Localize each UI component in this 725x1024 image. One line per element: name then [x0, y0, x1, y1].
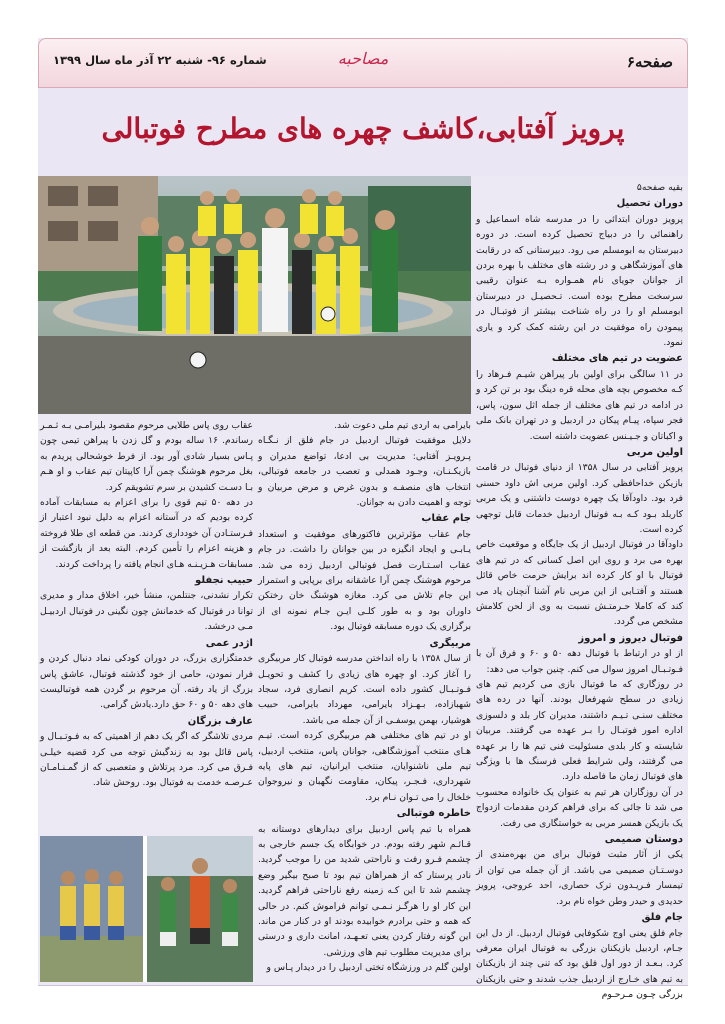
article-column-right	[476, 180, 683, 1001]
subheading: دوستان صمیمی	[604, 834, 683, 846]
paragraph: در آن روزگاران هر تیم به عنوان یک خانواده محسوب می شد تا جائی که برای فراهم کردن مقدمات ازدواج یک بازیکن همسر مربی به خواستگاری می رفت.	[476, 786, 683, 829]
article-column-middle	[258, 418, 471, 982]
subheading: دوران تحصیل	[616, 198, 683, 210]
paragraph: جام عقاب مؤثرترین فاکتورهای موفقیت و استعداد یـابـی و ایجاد انگیزه در بین جوانان را داشت. در جام عقاب اسـتـارت فصل فوتبالی اردبیل زده می شد. مرحوم هوشنگ چمن آرا عاشقانه برای برپایی و استمرار این جام تلاش می کرد. مغازه هوشنگ خان رختکن داوران بود و به طور کلـی ایـن جـام نمونه ای از برگزاری یک دوره مسابقه فوتبال بود.	[258, 528, 471, 633]
paragraph: جام فلق یعنی اوج شکوفایی فوتبال اردبیل. از دل این جـام، اردبیل بازیکنان بزرگی به فوتبال ایران معرفی کرد. بـعـد از دور اول فلق بود که تنی چند از بازیکنان به تیم های خـارج از اردبیل جذب شدند و حتی بازیکنان بزرگی چـون مـرحـوم	[476, 927, 683, 1001]
subheading: حبیب نجفلو	[195, 575, 253, 587]
subheading: فوتبال دیروز و امروز	[578, 632, 683, 644]
article-column-left	[40, 418, 253, 830]
paragraph: از او در ارتباط با فوتبال دهه ۵۰ و ۶۰ و فرق آن با فـوتـبـال امروز سوال می کنم. چنین جواب می دهد:	[476, 648, 683, 675]
paragraph: در روزگاری که ما فوتبال بازی می کردیم تیم های زیادی در سطح شهرفعال بودند. آنها در رده های مختلف سنـی تـیـم داشتند، مدیران کار بلد و دلسوزی اداره امور فوتبـال را بـر عهده می گرفتند. مربیان شایسته و کار بلدی مسئولیت فنی تیم ها را بر عهده می گرفتند، ولی شرایط فعلی فرسنگ ها با ویژگی های فوتبال زمان ما فاصله دارد.	[476, 679, 683, 783]
page-header	[38, 38, 688, 88]
paragraph: همراه با تیم پاس اردبیل برای دیدارهای دوستانه به قـائـم شهر رفته بودم. در خوابگاه یک جسم خارجی به چشمم فـرو رفت و ناراحتی شدید من را موجب گردید. نادر پرستار که از همراهان تیم بود تا صبح بیگیر وضع چشمم شد تا این کـه زمینه رفع ناراحتی فراهم گردید. این کار او را هرگـز نـمـی توانم فراموش کنم. در حالی که همه و حتی برادرم خوابیده بودند او در کنار من ماند. این گونه رفتار کردن یعنی تعـهـد، امانت داری و درستی برای مدیریت مطلوب تیم های ورزشی.	[258, 823, 471, 958]
paragraph: پرویز دوران ابتدائی را در مدرسه شاه اسماعیل و راهنمائی را در دبیاج تحصیل کرده است. در دوره دبیرستان به ابومسلم می رود. دبیرستانی که در رقابت های آموزشگاهی و در رشته های مختلف با بهره بردن از جوانان جویای نام همـواره بـه عنوان رقیبی سرسخت مطرح بوده است. تـحصیـل در دبیرستان ابومسلم او را در راه شناخت بیشتر از فوتبـال در پیمودن راه موفقیت در این رشته کمک کرد و یاری نمود.	[476, 213, 683, 349]
headline: پرویز آفتابی،کاشف چهره های مطرح فوتبالی	[101, 112, 625, 145]
headline-bar	[38, 88, 688, 176]
paragraph: از سال ۱۳۵۸ با راه انداختن مدرسه فوتبال کار مربیگری را آغاز کرد. او چهره های زیادی را کشف و تحویـل فـوتـبـال کشور داده است. کریم انصاری فرد، سجاد شهبازاده، بـهـزاد بایرامی، مهرداد بایرامی، حبیب هوشیار، بهمن یوسفـی از آن جمله می باشد.	[258, 653, 471, 726]
paragraph: مردی تلاشگر که اگر یک دهم از اهمیتی که به فـوتـبـال و پاس قائل بود به زندگیش توجه می کرد قضیه خیلـی فـرق می کرد. مرد پرتلاش و متعصبی که از گمـنـامـان عـرصـه خدمت به فوتبال بود. روحش شاد.	[40, 731, 253, 789]
subheading: مربیگری	[429, 637, 471, 649]
subheading: اژدر عمی	[205, 637, 253, 649]
paragraph: او در تیم های مختلفی هم مربیگری کرده است. تیـم هـای منتخب آموزشگاهی، جوانان پاس، منتخب اردبیل، تیم ملی ناشنوایان، منتخب ایرانیان، تیم های پایه شهرداری، فـجـر، پیکان، مقاومت نگهبان و نیروجوان خلخال را می تـوان نـام برد.	[258, 730, 471, 803]
subheading: عارف بزرگان	[187, 715, 253, 727]
paragraph: خدمتگزاری بزرگ، در دوران کودکی نماد دنبال کردن و فرار نمودن، حامی از خود گذشته فوتبال، عاشق پاس بزرگ از یاد رفته. آن مرحوم بر گردن همه فوتبالیست های دهه ۵۰ و ۶۰ حق دارد.یادش گرامی.	[40, 653, 253, 711]
paragraph: بقیه صفحه۵	[636, 182, 683, 193]
paragraph: داودآقا در فوتبال اردبیل از یک جایگاه و موقعیت خاص بهره می برد و روی این اصل کسانی که در تیم های فوتبال با او کار کرده اند برایش حرمت خاص قائل هستند و آفتـابی از این مربی نام آشنا آنچنان یاد می کند که کاملا حـرمتـش نسبت به وی از لحن کلامش مشخص می گردد.	[476, 539, 683, 628]
paragraph: در ۱۱ سالگی برای اولین بار پیراهن شیـم فـرهاد را کـه مخصوص بچه های محله قره دینگ بود بر تن کرد و در ادامه در تیم های مختلف از جمله اثل سون، پاس، فجر سپاه، پیـام پیکان در اردبیل و در تهران بانک ملی و اکباتان و جـیـنس عضویت داشته است.	[476, 368, 683, 442]
footer-rule	[38, 985, 688, 986]
paragraph: پرویز آفتابی در سال ۱۳۵۸ از دنیای فوتبال در قامت بازیکن خداحافظی کرد. اولین مربی اش داود حسنی فرد بود. داودآقا یک چهره دوست داشتنی و یک مربی کاربلد بـود کـه بـه فوتبال اردبیل خدمات قابل توجهی کرده است.	[476, 462, 683, 535]
vintage-photos-illustration	[40, 836, 253, 982]
subheading: عضویت در تیم های مختلف	[551, 353, 683, 365]
subheading: جام فلق	[641, 912, 683, 924]
paragraph: اولین گلم در ورزشگاه تختی اردبیل را در دیدار پـاس و	[266, 962, 471, 974]
subheading: خاطره فوتبالی	[396, 808, 471, 820]
team-photo-illustration	[38, 176, 471, 414]
paragraph: بایرامی به اردی تیم ملی دعوت شد.	[334, 420, 471, 431]
issue-info: شماره ۹۶- شنبه ۲۲ آذر ماه سال ۱۳۹۹	[53, 53, 267, 67]
paragraph: تکرار نشدنی، جنتلمن، منشأ خیر، اخلاق مدار و مدیری توانا در فوتبال که خدمانش چون نگینی در فوتبال اردبیـل مـی درخشد.	[40, 590, 253, 633]
subheading: جام عقاب	[421, 513, 471, 525]
paragraph: عقاب روی پاس طلایی مرحوم مقصود بلیرامـی بـه ثـمـر رساندم. ۱۶ ساله بودم و گل زدن با پیراهن تیمی چون پـاس بسیار شادی آور بود. از فرط خوشحالی پریدم به بغل مرحوم هوشنگ چمن آرا کاپیتان تیم عقاب و او هـم بـا دسـت کشیدن بر سرم تشویقم کرد.	[40, 420, 253, 493]
paragraph: دلایل موفقیت فوتبال اردبیل در جام فلق از نـگـاه پـرویـز آفتابی: مدیریت بی ادعا، تواضع مدیران و بازیکـنـان، وجـود همدلی و تعصب در جامعه فوتبالی، انتخاب های منصفـه و بدون غرض و مرض مربیان و توجه و اهمیت دادن به جوانان.	[258, 435, 471, 509]
team-photo	[38, 176, 471, 414]
vintage-photos	[40, 836, 253, 982]
paragraph: در دهه ۵۰ تیم قوی را برای اعزام به مسابقات آماده کرده بودیم که در آستانه اعزام به دلیل نبود اعتبار از فـرستـادن آن خودداری کردند. من قطعه ای طلا فروخته و هزینه اعزام را تأمین کردم. البته بعد از بازگشت از مسابقات هـزیـنـه هـای انجام یافته را پرداخت کردند.	[40, 497, 253, 570]
paragraph: یکی از آثار مثبت فوتبال برای من بهره‌مندی از دوسـتـان صمیمی می باشد. از آن جمله می توان از تیمسار فـریـدون ترک حصاری، احد عروجی، پرویز حدیدی و حیدر وطن خواه نام برد.	[476, 849, 683, 907]
subheading: اولین مربی	[626, 446, 683, 458]
page-number: صفحه۶	[626, 53, 673, 71]
section-label: مصاحبه	[337, 49, 389, 68]
